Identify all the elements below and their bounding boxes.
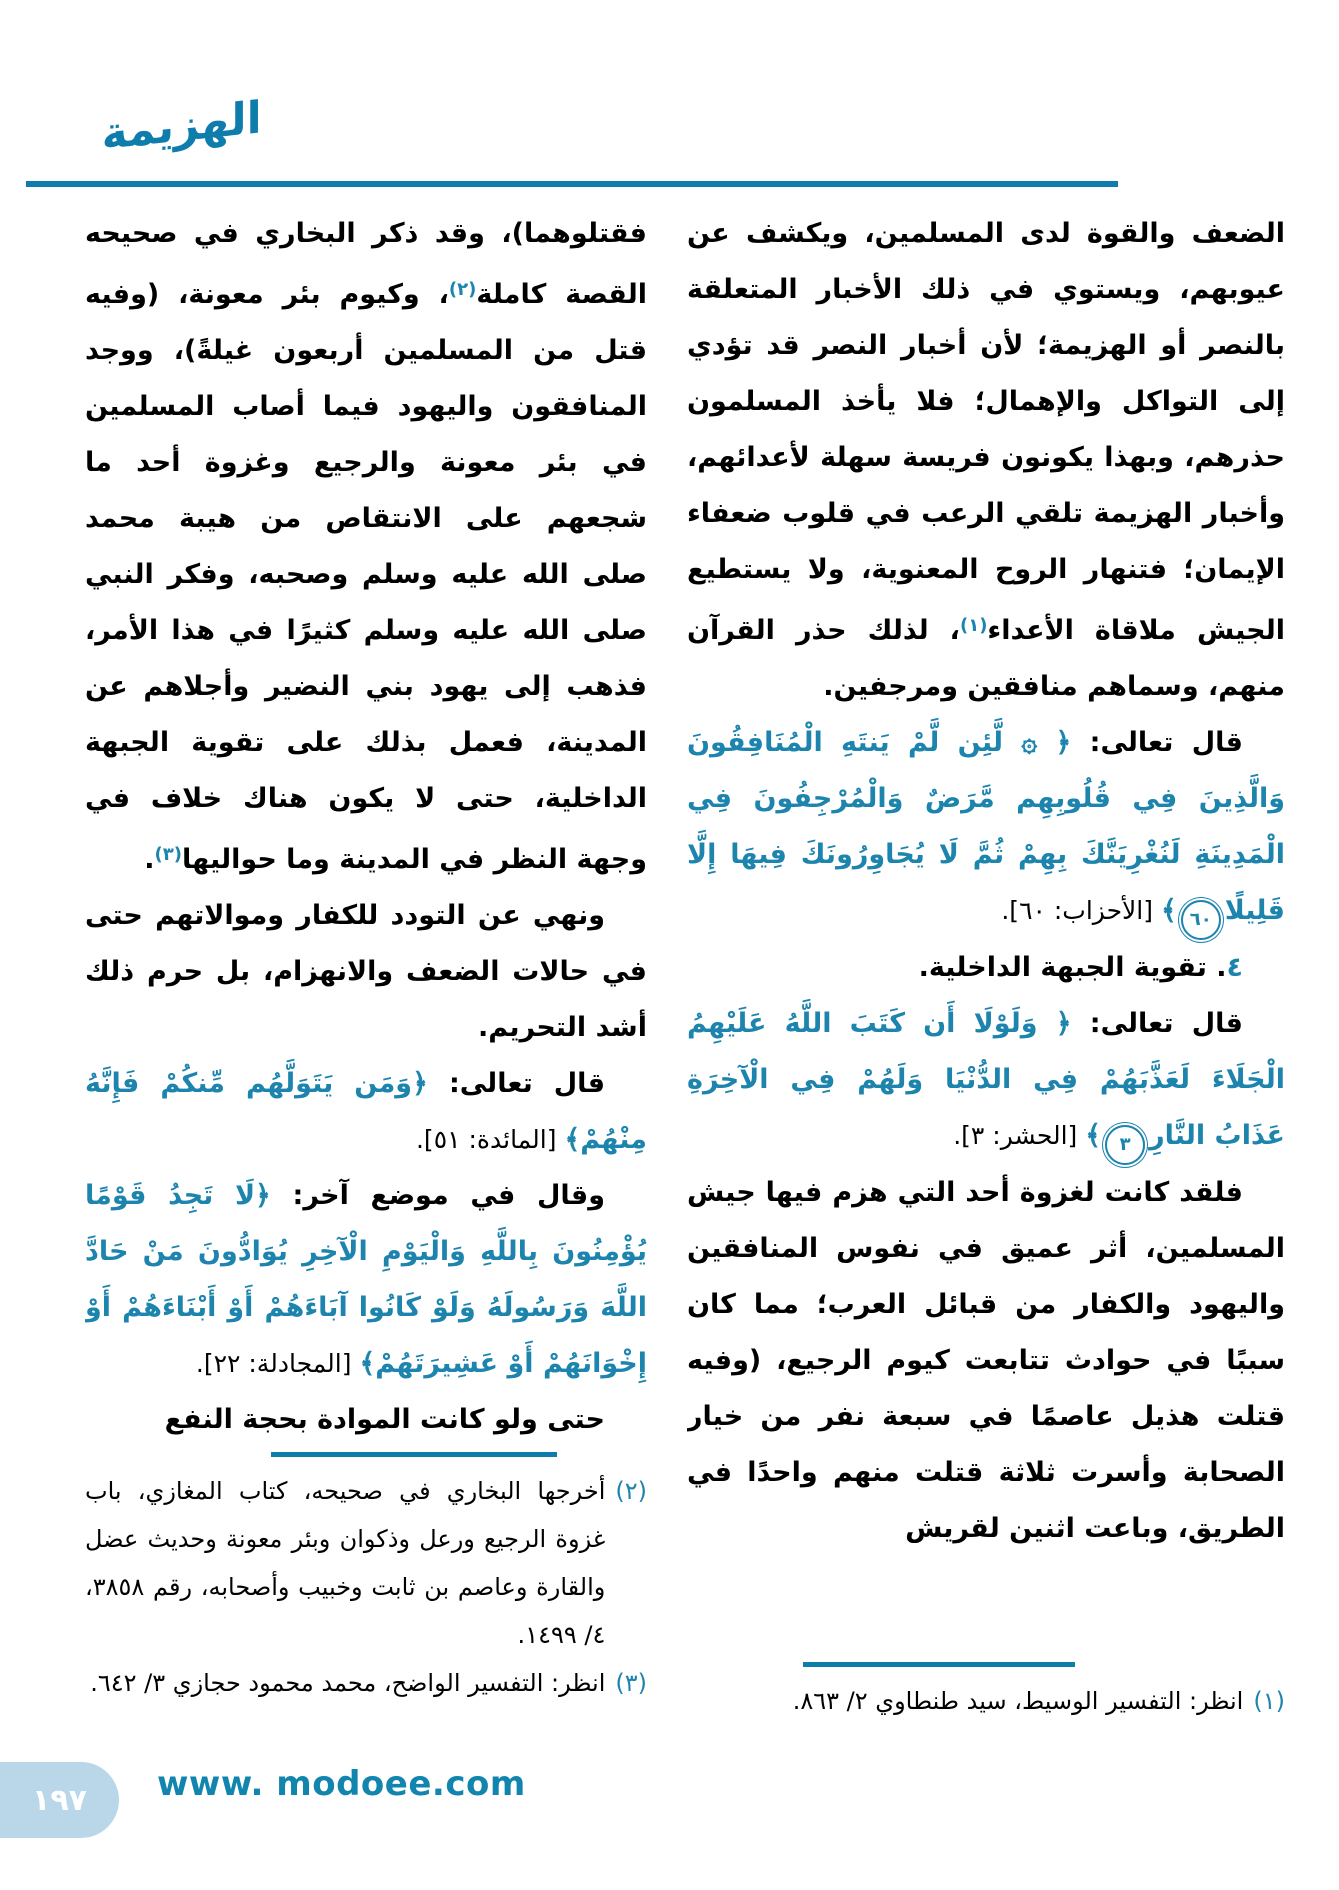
body-text: ، لذلك حذر القرآن منهم، وسماهم منافقين ومرجفين. bbox=[687, 615, 1285, 702]
body-text: . bbox=[144, 844, 155, 875]
paragraph-left-2: ونهي عن التودد للكفار وموالاتهم حتى في حالات الضعف والانهزام، بل حرم ذلك أشد التحريم. bbox=[85, 900, 647, 1043]
quran-verse: ﴿لَا تَجِدُ قَوْمًا يُؤْمِنُونَ بِاللَّهِ وَالْيَوْمِ الْآخِرِ يُوَادُّونَ مَنْ حَادَّ اللَّهَ وَرَسُولَهُ وَلَوْ كَانُوا آبَاءَهُمْ أَوْ أَبْنَاءَهُمْ أَوْ إِخْوَانَهُمْ أَوْ عَشِيرَتَهُمْ﴾ bbox=[85, 1180, 647, 1379]
paragraph-right-1 bbox=[687, 206, 1285, 715]
quote-intro: قال تعالى: bbox=[1071, 727, 1243, 758]
quran-verse: ﴿وَمَن يَتَوَلَّهُم مِّنكُمْ فَإِنَّهُ مِنْهُمْ﴾ bbox=[85, 1068, 647, 1155]
footnote-separator bbox=[271, 1452, 557, 1457]
verse-reference: [الأحزاب: ٦٠]. bbox=[1001, 896, 1161, 925]
quran-quote-mujadilah bbox=[85, 1168, 647, 1392]
verse-reference: [الحشر: ٣]. bbox=[953, 1121, 1086, 1150]
footnote-text: أخرجها البخاري في صحيحه، كتاب المغازي، باب غزوة الرجيع ورعل وذكوان وبئر معونة وحديث عضل والقارة وعاصم بن ثابت وخبيب وأصحابه، رقم ٣٨٥٨، ٤/ ١٤٩٩. bbox=[85, 1477, 606, 1649]
column-right bbox=[687, 206, 1285, 1557]
footnote-3 bbox=[85, 1659, 647, 1707]
quote-intro: قال تعالى: bbox=[1071, 1008, 1243, 1039]
footnote-text: انظر: التفسير الواضح، محمد محمود حجازي ٣/ ٦٤٢. bbox=[90, 1669, 606, 1697]
quran-quote-ahzab bbox=[687, 715, 1285, 940]
quran-verse: ﴿ وَلَوْلَا أَن كَتَبَ اللَّهُ عَلَيْهِمُ الْجَلَاءَ لَعَذَّبَهُمْ فِي الدُّنْيَا وَلَهُمْ فِي الْآخِرَةِ عَذَابُ النَّارِ bbox=[687, 1008, 1285, 1151]
quran-bracket-close: ﴾ bbox=[1085, 1120, 1102, 1151]
section-heading bbox=[687, 940, 1285, 996]
quran-bracket-close: ﴾ bbox=[1160, 895, 1177, 926]
footnote-number: (٣) bbox=[615, 1669, 647, 1697]
section-number: ٤ bbox=[1226, 952, 1243, 983]
footnote-2 bbox=[85, 1467, 647, 1659]
verse-reference: [المجادلة: ٢٢]. bbox=[195, 1349, 360, 1378]
footnote-number: (١) bbox=[1253, 1687, 1285, 1715]
header-rule bbox=[26, 181, 1118, 187]
page-number-badge bbox=[0, 1762, 119, 1838]
footnote-number: (٢) bbox=[615, 1477, 647, 1505]
page-number: ١٩٧ bbox=[32, 1782, 87, 1818]
section-title: . تقوية الجبهة الداخلية. bbox=[918, 952, 1227, 983]
quran-verse: ﴿ ۞ لَّئِن لَّمْ يَنتَهِ الْمُنَافِقُونَ وَالَّذِينَ فِي قُلُوبِهِم مَّرَضٌ وَالْمُرْجِفُونَ فِي الْمَدِينَةِ لَنُغْرِيَنَّكَ بِهِمْ ثُمَّ لَا يُجَاوِرُونَكَ فِيهَا إِلَّا قَلِيلًا bbox=[687, 727, 1285, 926]
footnote-marker-1: (١) bbox=[959, 615, 988, 636]
ayah-number: ٣ bbox=[1105, 1125, 1145, 1165]
page-content bbox=[85, 206, 1285, 1557]
footnote-marker-3: (٣) bbox=[154, 844, 183, 865]
paragraph-right-2: فلقد كانت لغزوة أحد التي هزم فيها جيش المسلمين، أثر عميق في نفوس المنافقين واليهود والكفار من قبائل العرب؛ مما كان سببًا في حوادث تتابعت كيوم الرجيع، (وفيه قتلت هذيل عاصمًا في سبعة نفر من خيار الصحابة وأسرت ثلاثة قتلت منهم واحدًا في الطريق، وباعت اثنين لقريش bbox=[687, 1177, 1285, 1544]
website-url: www. modoee.com bbox=[157, 1764, 526, 1804]
paragraph-left-3: حتى ولو كانت الموادة بحجة النفع bbox=[164, 1404, 605, 1435]
footnotes-right bbox=[687, 1662, 1285, 1725]
ayah-number: ٦٠ bbox=[1181, 900, 1221, 940]
paragraph-left-1 bbox=[85, 206, 647, 888]
quote-intro: قال تعالى: bbox=[427, 1068, 605, 1099]
footnote-separator bbox=[803, 1662, 1075, 1667]
footnote-1 bbox=[687, 1677, 1285, 1725]
quran-quote-maidah bbox=[85, 1056, 647, 1168]
footnote-text: انظر: التفسير الوسيط، سيد طنطاوي ٢/ ٨٦٣. bbox=[792, 1687, 1244, 1715]
book-logo: الهزيمة bbox=[101, 92, 262, 161]
body-text: فقتلوهما)، وقد ذكر البخاري في صحيحه القصة كاملة bbox=[85, 218, 647, 310]
column-left bbox=[85, 206, 647, 1448]
footnote-marker-2: (٢) bbox=[448, 279, 477, 300]
quran-quote-hashr bbox=[687, 996, 1285, 1165]
body-text: ، وكيوم بئر معونة، (وفيه قتل من المسلمين أربعون غيلةً)، ووجد المنافقون واليهود فيما أصاب المسلمين في بئر معونة والرجيع وغزوة أحد ما شجعهم على الانتقاص من هيبة محمد صلى الله عليه وسلم وصحبه، وفكر النبي صلى الله عليه وسلم كثيرًا في هذا الأمر، فذهب إلى يهود بني النضير وأجلاهم عن المدينة، فعمل بذلك على تقوية الجبهة الداخلية، حتى لا يكون هناك خلاف في وجهة النظر في المدينة وما حواليها bbox=[85, 279, 647, 875]
verse-reference: [المائدة: ٥١]. bbox=[415, 1125, 565, 1154]
footnotes-left bbox=[85, 1452, 647, 1707]
body-text: الضعف والقوة لدى المسلمين، ويكشف عن عيوبهم، ويستوي في ذلك الأخبار المتعلقة بالنصر أو الهزيمة؛ لأن أخبار النصر قد تؤدي إلى التواكل والإهمال؛ فلا يأخذ المسلمون حذرهم، وبهذا يكونون فريسة سهلة لأعدائهم، وأخبار الهزيمة تلقي الرعب في قلوب ضعفاء الإيمان؛ فتنهار الروح المعنوية، ولا يستطيع الجيش ملاقاة الأعداء bbox=[687, 218, 1285, 646]
quote-intro: وقال في موضع آخر: bbox=[270, 1180, 605, 1211]
